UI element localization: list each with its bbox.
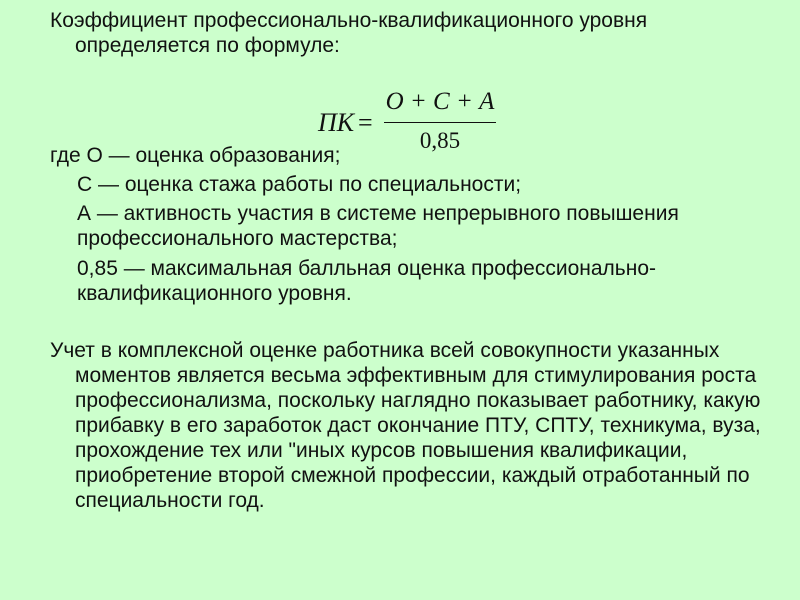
formula-denominator: 0,85 <box>419 128 461 153</box>
definition-item: А — активность участия в системе непрерывного повышения профессионального мастерства; <box>77 202 679 250</box>
intro-paragraph: Коэффициент профессионально-квалификационного уровня определяется по формуле: <box>50 9 648 57</box>
definition-item: С — оценка стажа работы по специальности; <box>77 173 522 196</box>
definition-lead: где О — оценка образования; <box>50 144 341 167</box>
formula-lhs: ПК <box>318 108 355 137</box>
fraction-bar <box>384 122 496 123</box>
formula-equals: = <box>358 108 373 137</box>
definition-item: 0,85 — максимальная балльная оценка профессионально-квалификационного уровня. <box>77 257 657 305</box>
conclusion-paragraph: Учет в комплексной оценке работника всей совокупности указанных моментов является весьма эффективным для стимулирования роста профессионализма, поскольку наглядно показывает работнику, какую прибавку в его заработок даст окончание ПТУ, СПТУ, техникума, вуза, прохождение тех или "иных курсов повышения квалификации, приобретение второй смежной профессии, каждый отработанный по специальности год. <box>50 339 761 512</box>
formula-numerator: О + С + А <box>385 88 495 115</box>
